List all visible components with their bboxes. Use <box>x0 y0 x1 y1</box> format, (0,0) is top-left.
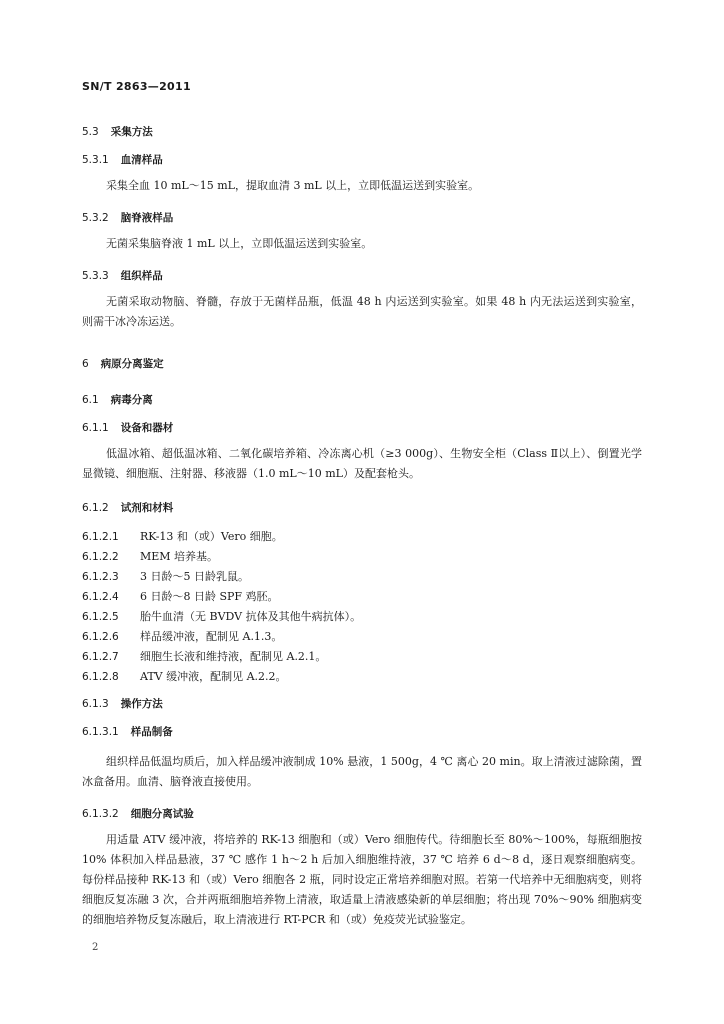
list-item <box>82 548 218 564</box>
heading-number: 5.3.3 <box>82 270 109 282</box>
item-text: 6 日龄～8 日龄 SPF 鸡胚。 <box>140 590 279 603</box>
paragraph-5-3-1: 采集全血 10 mL～15 mL，提取血清 3 mL 以上，立即低温运送到实验室。 <box>106 179 480 192</box>
heading-5-3-2 <box>82 210 173 225</box>
heading-5-3 <box>82 124 153 139</box>
paragraph-6-1-1: 低温冰箱、超低温冰箱、二氧化碳培养箱、冷冻离心机（≥3 000g）、生物安全柜（Class Ⅱ以上）、倒置光学显微镜、细胞瓶、注射器、移液器（1.0 mL～10 mL）及配套枪头。 <box>82 447 642 480</box>
heading-6-1-3-1 <box>82 724 173 739</box>
heading-title: 试剂和材料 <box>120 502 174 514</box>
list-item <box>82 668 287 684</box>
heading-number: 6.1.3.1 <box>82 726 119 738</box>
heading-6-1-3 <box>82 696 163 711</box>
item-number: 6.1.2.1 <box>82 531 119 543</box>
heading-title: 病毒分离 <box>110 394 153 406</box>
heading-6 <box>82 356 164 371</box>
list-item <box>82 528 283 544</box>
heading-number: 5.3.2 <box>82 212 109 224</box>
heading-title: 设备和器材 <box>120 422 174 434</box>
heading-number: 6.1 <box>82 394 99 406</box>
list-item <box>82 568 249 584</box>
item-text: MEM 培养基。 <box>140 550 219 563</box>
heading-title: 采集方法 <box>110 126 153 138</box>
item-number: 6.1.2.6 <box>82 631 119 643</box>
item-number: 6.1.2.5 <box>82 611 119 623</box>
paragraph-5-3-2: 无菌采集脑脊液 1 mL 以上，立即低温运送到实验室。 <box>106 237 373 250</box>
heading-number: 6 <box>82 358 89 370</box>
item-text: 细胞生长液和维持液，配制见 A.2.1。 <box>140 650 327 663</box>
item-number: 6.1.2.3 <box>82 571 119 583</box>
item-text: 样品缓冲液，配制见 A.1.3。 <box>140 630 283 643</box>
list-item <box>82 628 282 644</box>
item-text: 胎牛血清（无 BVDV 抗体及其他牛病抗体）。 <box>140 610 362 623</box>
heading-5-3-3 <box>82 268 163 283</box>
heading-6-1-3-2 <box>82 806 194 821</box>
heading-5-3-1 <box>82 152 163 167</box>
heading-title: 组织样品 <box>120 270 163 282</box>
heading-number: 6.1.1 <box>82 422 109 434</box>
heading-title: 脑脊液样品 <box>120 212 174 224</box>
heading-title: 样品制备 <box>130 726 173 738</box>
item-text: ATV 缓冲液，配制见 A.2.2。 <box>140 670 287 683</box>
heading-number: 6.1.3 <box>82 698 109 710</box>
heading-title: 血清样品 <box>120 154 163 166</box>
heading-title: 病原分离鉴定 <box>100 358 164 370</box>
paragraph-6-1-3-1: 组织样品低温均质后，加入样品缓冲液制成 10% 悬液，1 500g，4 ℃ 离心 20 min。取上清液过滤除菌，置冰盒备用。血清、脑脊液直接使用。 <box>82 755 642 788</box>
page-number: 2 <box>92 942 99 953</box>
item-text: RK-13 和（或）Vero 细胞。 <box>140 530 283 543</box>
heading-number: 5.3 <box>82 126 99 138</box>
heading-6-1-1 <box>82 420 173 435</box>
item-text: 3 日龄～5 日龄乳鼠。 <box>140 570 249 583</box>
paragraph-5-3-3: 无菌采取动物脑、脊髓，存放于无菌样品瓶，低温 48 h 内运送到实验室。如果 48 h 内无法运送到实验室，则需干冰冷冻运送。 <box>82 295 642 328</box>
heading-title: 操作方法 <box>120 698 163 710</box>
item-number: 6.1.2.2 <box>82 551 119 563</box>
item-number: 6.1.2.4 <box>82 591 119 603</box>
list-item <box>82 648 326 664</box>
list-item <box>82 608 361 624</box>
item-number: 6.1.2.7 <box>82 651 119 663</box>
heading-6-1 <box>82 392 153 407</box>
heading-number: 6.1.2 <box>82 502 109 514</box>
paragraph-6-1-3-2: 用适量 ATV 缓冲液，将培养的 RK-13 细胞和（或）Vero 细胞传代。待细胞长至 80%～100%，每瓶细胞按 10% 体积加入样品悬液，37 ℃ 感作 1 h～2 h 后加入细胞维持液，37 ℃ 培养 6 d～8 d，逐日观察细胞病变。每份样品接种 RK-13 和（或）Vero 细胞各 2 瓶，同时设定正常培养细胞对照。若第一代培养中无细胞病变，则将细胞反复冻融 3 次，合并两瓶细胞培养物上清液，取适量上清液感染新的单层细胞；将出现 70%～90% 细胞病变的细胞培养物反复冻融后，取上清液进行 RT-PCR 和（或）免疫荧光试验鉴定。 <box>82 833 642 926</box>
heading-number: 6.1.3.2 <box>82 808 119 820</box>
heading-title: 细胞分离试验 <box>130 808 194 820</box>
list-item <box>82 588 279 604</box>
standard-code: SN/T 2863—2011 <box>82 80 191 93</box>
item-number: 6.1.2.8 <box>82 671 119 683</box>
heading-number: 5.3.1 <box>82 154 109 166</box>
heading-6-1-2 <box>82 500 173 515</box>
